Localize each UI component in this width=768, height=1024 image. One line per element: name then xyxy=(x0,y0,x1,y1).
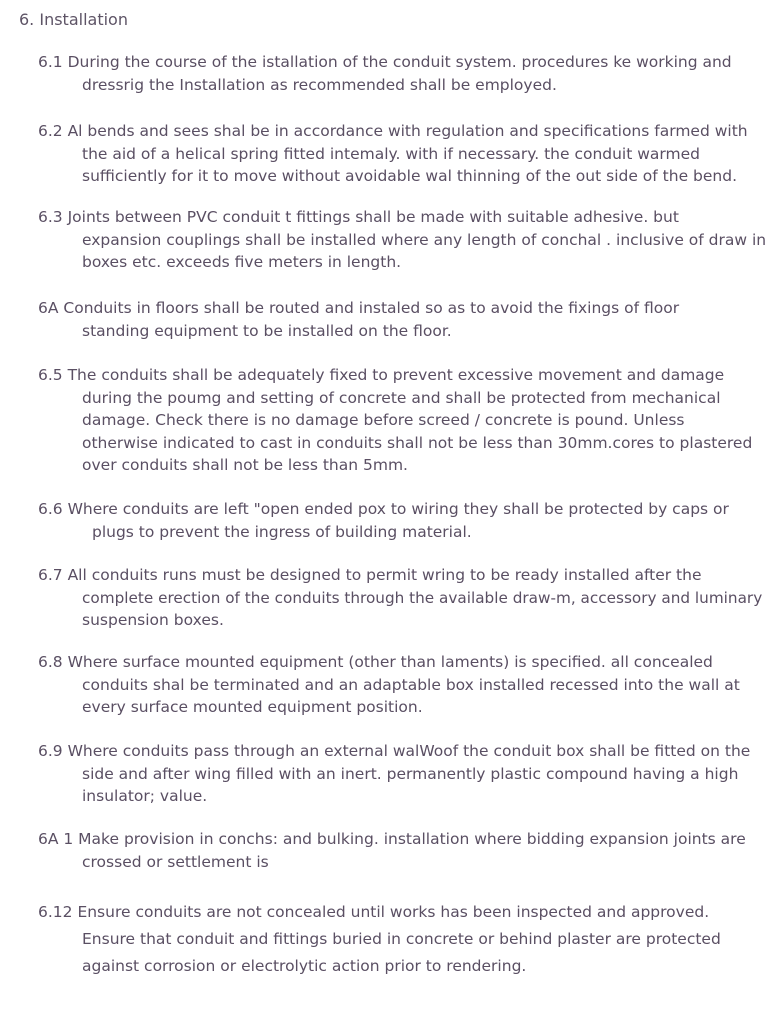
clause-line: 6.7 All conduits runs must be designed to permit wring to be ready installed after the xyxy=(38,566,702,584)
clause-line: 6.8 Where surface mounted equipment (other than laments) is specified. all concealed xyxy=(38,653,713,671)
clause-line: sufficiently for it to move without avoidable wal thinning of the out side of the bend. xyxy=(82,167,737,185)
clause-line: 6.2 Al bends and sees shal be in accordance with regulation and specifications farmed with xyxy=(38,122,748,140)
clause-line: conduits shal be terminated and an adaptable box installed recessed into the wall at xyxy=(82,675,740,694)
clause-line: the aid of a helical spring fitted intemaly. with if necessary. the conduit warmed xyxy=(82,144,700,163)
section-heading: 6. Installation xyxy=(19,10,128,29)
clause-6-9 xyxy=(38,740,766,808)
clause-line: 6.3 Joints between PVC conduit t fittings shall be made with suitable adhesive. but xyxy=(38,208,679,226)
clause-6-11 xyxy=(38,828,766,873)
clause-line: during the poumg and setting of concrete and shall be protected from mechanical xyxy=(82,388,721,407)
clause-line: 6.1 During the course of the istallation of the conduit system. procedures ke working and xyxy=(38,53,732,71)
clause-line: crossed or settlement is xyxy=(82,852,269,871)
clause-line: insulator; value. xyxy=(82,787,208,805)
clause-line: dressrig the Installation as recommended shall be employed. xyxy=(82,75,557,94)
clause-6-3 xyxy=(38,206,766,274)
clause-6-4 xyxy=(38,297,766,342)
clause-line: plugs to prevent the ingress of building material. xyxy=(92,522,472,541)
clause-line: Ensure that conduit and fittings buried in concrete or behind plaster are protected xyxy=(82,930,721,948)
clause-line: every surface mounted equipment position. xyxy=(82,698,423,716)
clause-line: 6.9 Where conduits pass through an external walWoof the conduit box shall be fitted on the xyxy=(38,742,751,760)
clause-line: boxes etc. exceeds five meters in length. xyxy=(82,253,402,271)
clause-line: over conduits shall not be less than 5mm. xyxy=(82,456,408,474)
clause-line: 6.5 The conduits shall be adequately fixed to prevent excessive movement and damage xyxy=(38,366,725,384)
clause-6-12 xyxy=(38,899,766,980)
clause-line: standing equipment to be installed on the floor. xyxy=(82,321,452,340)
clause-line: complete erection of the conduits through the available draw-m, accessory and luminary xyxy=(82,588,763,607)
clause-line: against corrosion or electrolytic action prior to rendering. xyxy=(82,957,527,975)
clause-6-1 xyxy=(38,51,766,96)
clause-line: damage. Check there is no damage before screed / concrete is pound. Unless xyxy=(82,411,685,429)
clause-6-8 xyxy=(38,651,766,719)
clause-line: 6.6 Where conduits are left "open ended pox to wiring they shall be protected by caps or xyxy=(38,500,729,518)
clause-line: side and after wing filled with an inert. permanently plastic compound having a high xyxy=(82,764,739,783)
clause-line: expansion couplings shall be installed where any length of conchal . inclusive of draw in xyxy=(82,230,767,249)
clause-6-5 xyxy=(38,364,766,477)
clause-line: otherwise indicated to cast in conduits shall not be less than 30mm.cores to plastered xyxy=(82,433,753,452)
clause-6-7 xyxy=(38,564,766,632)
clause-line: 6A 1 Make provision in conchs: and bulking. installation where bidding expansion joints are xyxy=(38,830,746,848)
clause-line: 6A Conduits in floors shall be routed and instaled so as to avoid the fixings of floor xyxy=(38,299,680,317)
clause-6-6 xyxy=(38,498,766,543)
clause-line: suspension boxes. xyxy=(82,611,224,629)
clause-6-2 xyxy=(38,120,766,188)
clause-line: 6.12 Ensure conduits are not concealed until works has been inspected and approved. xyxy=(38,903,710,921)
